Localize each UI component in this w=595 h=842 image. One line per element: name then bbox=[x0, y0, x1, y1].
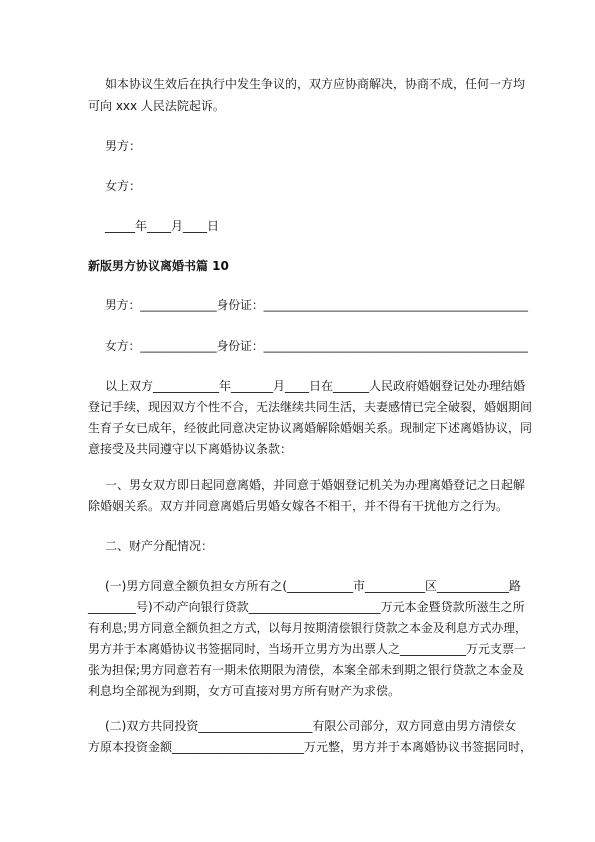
woman-signature-label: 女方： bbox=[105, 179, 142, 193]
clause-2-1-line-4: 男方并于本离婚协议书签据同时，当场开立男方为出票人之___________万元支票一 bbox=[88, 642, 527, 656]
clause-2-1-line-3: 有利息;男方同意全额负担之方式，以每月按期清偿银行贷款之本金及利息方式办理， bbox=[88, 621, 527, 635]
clause-2-heading: 二、财产分配情况： bbox=[105, 539, 214, 553]
woman-id-line: 女方：_____________身份证：_____________________________________________ bbox=[105, 339, 528, 353]
clause-2-1-line-5: 张为担保;男方同意若有一期未依期限为清偿，本案全部未到期之银行贷款之本金及 bbox=[88, 663, 525, 677]
clause-2-2-line-2: 方原本投资金额______________________万元整，男方并于本离婚协议书签据同时， bbox=[88, 740, 533, 754]
paragraph-intro-line-3: 生育子女已成年，经彼此同意决定协议离婚解除婚姻关系。现制定下述离婚协议，同 bbox=[88, 421, 533, 435]
clause-2-2-line-1: (二)双方共同投资___________________有限公司部分，双方同意由男方清偿女 bbox=[105, 719, 517, 733]
section-title: 新版男方协议离婚书篇 10 bbox=[88, 259, 229, 273]
clause-2-1-line-6: 利息均全部视为到期，女方可直接对男方所有财产为求偿。 bbox=[88, 684, 401, 698]
paragraph-dispute-line-2: 可向 xxx 人民法院起诉。 bbox=[88, 99, 225, 113]
clause-2-1-line-1: (一)男方同意全额负担女方所有之(___________市__________区____________路 bbox=[105, 579, 522, 593]
man-id-line: 男方：_____________身份证：_____________________________________________ bbox=[105, 298, 528, 312]
clause-1-line-2: 除婚姻关系。双方并同意离婚后男婚女嫁各不相干，并不得有干扰他方之行为。 bbox=[88, 499, 509, 513]
paragraph-intro-line-1: 以上双方___________年_______月____日在______人民政府婚姻登记处办理结婚 bbox=[105, 379, 526, 393]
paragraph-intro-line-2: 登记手续，现因双方个性不合，无法继续共同生活，夫妻感情已完全破裂，婚姻期间 bbox=[88, 400, 533, 414]
man-signature-label: 男方： bbox=[105, 139, 142, 153]
paragraph-dispute-line-1: 如本协议生效后在执行中发生争议的，双方应协商解决，协商不成，任何一方均 bbox=[105, 77, 526, 91]
paragraph-intro-line-4: 意接受及共同遵守以下离婚协议条款： bbox=[88, 442, 293, 456]
clause-2-1-line-2: ________号)不动产向银行贷款______________________万元本金暨贷款所滋生之所 bbox=[88, 600, 525, 614]
clause-1-line-1: 一、男女双方即日起同意离婚，并同意于婚姻登记机关为办理离婚登记之日起解 bbox=[105, 478, 526, 492]
signature-date-line: _____年____月____日 bbox=[105, 219, 220, 233]
